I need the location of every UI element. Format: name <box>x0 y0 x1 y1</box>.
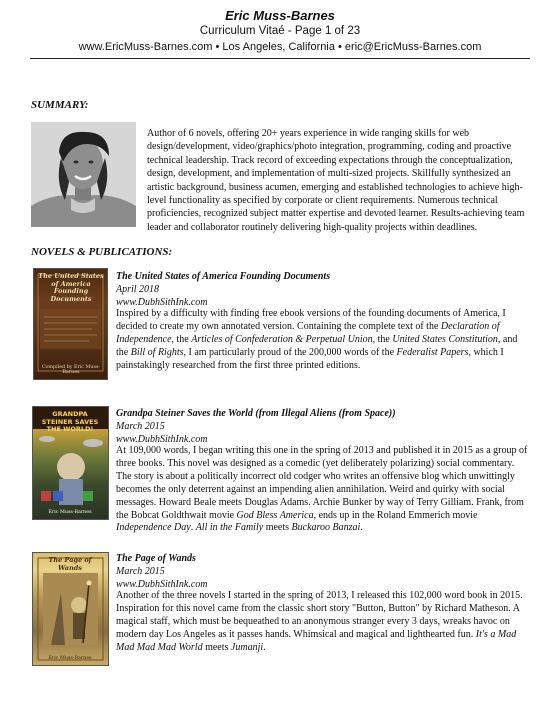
cover-title: The Page of Wands <box>48 556 92 572</box>
novels-heading: NOVELS & PUBLICATIONS: <box>31 246 173 258</box>
document-subtitle: Curriculum Vitaé - Page 1 of 23 <box>199 25 361 37</box>
cover-title: The United States of America Founding Documents <box>38 272 104 303</box>
description-text: , the <box>171 333 192 345</box>
book-details <box>116 552 536 591</box>
description-text: meets <box>202 641 231 653</box>
book-cover-page-of-wands <box>32 552 109 666</box>
italic-title-text: Jumanji <box>230 641 264 653</box>
description-text: , which I painstakingly researched from the first three printed editions. <box>116 346 504 371</box>
book-link[interactable]: www.DubhSithInk.com <box>116 434 208 445</box>
summary-text: Author of 6 novels, offering 20+ years experience in wide ranging skills for web design/development, video/graphics/photo integration, programming, coding and proactive technical leadership. Track record of exceeding expectations through the conceptualization, design, development, and implementation of multi-sized projects. Skillfully synthesized an artistic background, business acumen, emerging and established technologies to achieve high-level functionality as specified by corporate or client requirements. Numerous technical proficiencies, recognized subject matter expertise and devoted learner. Results-achieving team leader and collaborator routinely delivering high-quality projects within deadlines. <box>147 128 525 233</box>
cover-author: Eric Muss-Barnes <box>48 656 92 661</box>
cover-author: Compiled by Eric Muss-Barnes <box>41 365 101 375</box>
description-text: At 109,000 words, I began writing this one in the spring of 2013 and published it in 2015 as a group of three books. This novel was designed as a comedic (yet deliberately polarizing) social commentary. The story is about a politically incorrect old codger who writes an offensive blog which unwittingly becomes the only deterrent against an impending alien annihilation. Weird and quirky with social messages. Howard Beale meets Douglas Adams. Archie Bunker by way of Terry Gilliam. Frank, from the Bobcat Goldthwait movie <box>116 445 528 521</box>
book-title: Grandpa Steiner Saves the World (from Illegal Aliens (from Space)) <box>116 408 396 419</box>
book-link[interactable]: www.DubhSithInk.com <box>116 297 208 308</box>
summary-heading: SUMMARY: <box>31 99 89 111</box>
description-text: , ends up in the Roland Emmerich movie <box>313 509 478 521</box>
italic-title-text: Buckaroo Banzai <box>291 522 361 534</box>
header-divider <box>30 58 530 59</box>
book-date: March 2015 <box>116 566 165 577</box>
italic-title-text: Independence Day <box>116 522 191 534</box>
description-text: . <box>190 522 196 534</box>
cover-title: GRANDPA STEINER SAVES THE WORLD! <box>41 410 99 433</box>
italic-title-text: Articles of Confederation & Perpetual Union <box>191 333 373 345</box>
italic-title-text: United States Constitution <box>392 333 498 345</box>
description-text: , the <box>372 333 393 345</box>
author-name: Eric Muss-Barnes <box>225 8 335 23</box>
description-text: Inspired by a difficulty with finding free ebook versions of the founding documents of America, I decided to create my own annotated version. Containing the complete text of the <box>116 308 506 332</box>
italic-title-text: All in the Family <box>195 522 264 534</box>
book-date: March 2015 <box>116 421 165 432</box>
book-cover-grandpa-steiner <box>32 406 109 520</box>
description-text: Another of the three novels I started in the spring of 2013, I released this 102,000 word book in 2015. Inspiration for this novel came from the classic short story "Button, Button" by Richard Matheson. A magical staff, which must be bequeathed to an anonymous stranger every 3 days, wreaks havoc on modern day Los Angeles as it passes hands. Whimsical and magical and lighthearted fun. <box>116 590 523 640</box>
cover-author: Eric Muss-Barnes <box>48 510 92 515</box>
description-text: meets <box>263 522 292 534</box>
book-date: April 2018 <box>116 284 160 295</box>
book-title: The Page of Wands <box>116 553 196 564</box>
book-title: The United States of America Founding Documents <box>116 271 331 282</box>
italic-title-text: Bill of Rights <box>130 346 184 358</box>
book-description <box>116 445 532 535</box>
author-portrait <box>31 122 136 227</box>
book-description <box>116 590 532 655</box>
contact-line: www.EricMuss-Barnes.com • Los Angeles, California • eric@EricMuss-Barnes.com <box>78 41 482 53</box>
book-link[interactable]: www.DubhSithInk.com <box>116 579 208 590</box>
book-details <box>116 407 536 446</box>
italic-title-text: Declaration of Independence <box>116 320 500 345</box>
book-cover-founding-documents <box>33 268 108 380</box>
book-details <box>116 270 536 309</box>
description-text: . <box>360 522 363 534</box>
description-text: . <box>263 641 266 653</box>
book-description <box>116 308 532 373</box>
description-text: , I am particularly proud of the 200,000 words of the <box>183 346 397 358</box>
italic-title-text: God Bless America <box>236 509 314 521</box>
italic-title-text: Federalist Papers <box>396 346 469 358</box>
italic-title-text: It's a Mad Mad Mad Mad World <box>116 628 517 653</box>
description-text: , and the <box>116 333 518 358</box>
